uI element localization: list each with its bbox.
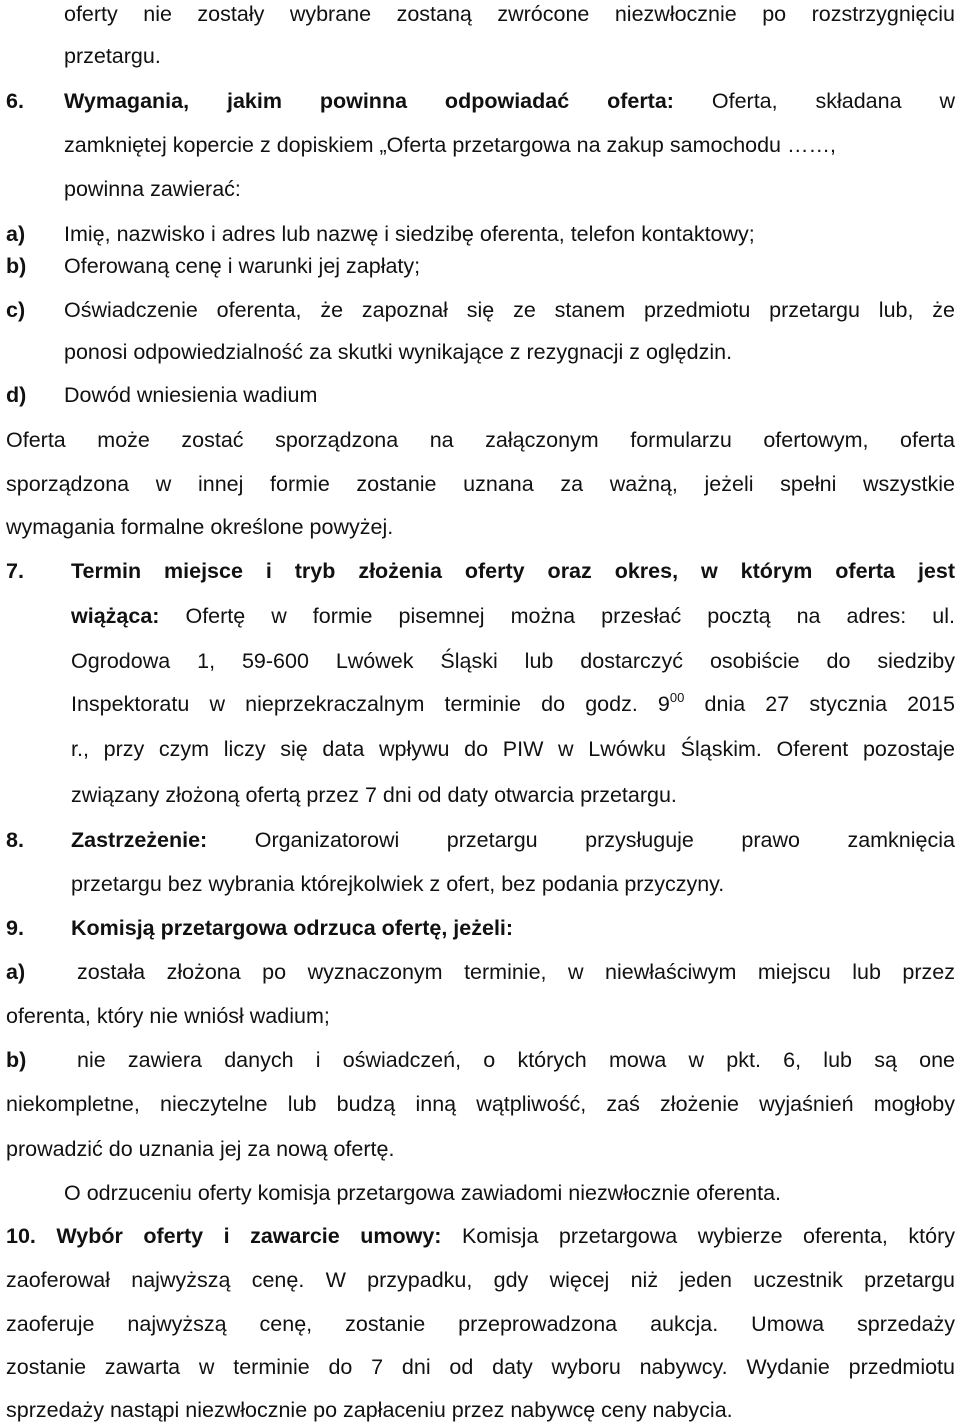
section-7-line-4-a: Inspektoratu w nieprzekraczalnym terminie do godz. 9 — [71, 692, 670, 716]
section-10-line-4: zostanie zawarta w terminie do 7 dni od daty wyboru nabywcy. Wydanie przedmiotu — [6, 1355, 955, 1379]
section-10-line-1-rest: Komisja przetargowa wybierze oferenta, który — [461, 1224, 955, 1248]
section-8-number: 8. — [6, 828, 24, 852]
section-10-line-1 — [6, 1222, 955, 1250]
section-9-note: O odrzuceniu oferty komisja przetargowa zawiadomi niezwłocznie oferenta. — [64, 1181, 782, 1205]
section-7-line-4-sup: 00 — [669, 690, 685, 705]
section-6-item-c-line-1: Oświadczenie oferenta, że zapoznał się ze stanem przedmiotu przetargu lub, że — [64, 298, 955, 322]
section-6-line-1-rest: Oferta, składana w — [711, 89, 955, 113]
section-10-heading: Wybór oferty i zawarcie umowy: — [56, 1224, 442, 1248]
section-10-line-5: sprzedaży nastąpi niezwłocznie po zapłaceniu przez nabywcę ceny nabycia. — [6, 1398, 733, 1422]
section-6-line-1 — [64, 87, 955, 115]
section-9-number: 9. — [6, 916, 24, 940]
section-10-line-3: zaoferuje najwyższą cenę, zostanie przeprowadzona aukcja. Umowa sprzedaży — [6, 1312, 955, 1336]
section-6-para-line-2: sporządzona w innej formie zostanie uznana za ważną, jeżeli spełni wszystkie — [6, 472, 955, 496]
section-6-item-a-label: a) — [6, 222, 26, 246]
section-9-item-a-line-2: oferenta, który nie wniósł wadium; — [6, 1004, 330, 1028]
section-6-item-a-text: Imię, nazwisko i adres lub nazwę i siedzibę oferenta, telefon kontaktowy; — [64, 222, 755, 246]
section-6-item-c-label: c) — [6, 298, 26, 322]
section-7-line-2-rest: Ofertę w formie pisemnej można przesłać pocztą na adres: ul. — [185, 604, 955, 628]
section-6-para-line-3: wymagania formalne określone powyżej. — [6, 515, 394, 539]
section-6-item-d-text: Dowód wniesienia wadium — [64, 383, 318, 407]
section-6-para-line-1: Oferta może zostać sporządzona na załączonym formularzu ofertowym, oferta — [6, 428, 955, 452]
section-10-line-2: zaoferował najwyższą cenę. W przypadku, gdy więcej niż jeden uczestnik przetargu — [6, 1268, 955, 1292]
section-8-line-1-rest: Organizatorowi przetargu przysługuje prawo zamknięcia — [254, 828, 955, 852]
section-7-number: 7. — [6, 559, 24, 583]
section-7-heading-line-2: wiążąca: — [71, 604, 160, 628]
section-7-line-4-b: dnia 27 stycznia 2015 — [684, 692, 955, 716]
section-6-item-b-text: Oferowaną cenę i warunki jej zapłaty; — [64, 254, 421, 278]
section-6-item-d-label: d) — [6, 383, 27, 407]
intro-line-2: przetargu. — [64, 44, 161, 68]
section-7-line-3: Ogrodowa 1, 59-600 Lwówek Śląski lub dostarczyć osobiście do siedziby — [71, 649, 955, 673]
section-6-item-b-label: b) — [6, 254, 27, 278]
section-9-heading: Komisją przetargowa odrzuca ofertę, jeżeli: — [71, 916, 514, 940]
section-7-heading-line-1: Termin miejsce i tryb złożenia oferty oraz okres, w którym oferta jest — [71, 559, 955, 583]
section-6-heading: Wymagania, jakim powinna odpowiadać oferta: — [64, 89, 674, 113]
section-9-item-b-line-1: nie zawiera danych i oświadczeń, o których mowa w pkt. 6, lub są one — [77, 1048, 955, 1072]
intro-line-1: oferty nie zostały wybrane zostaną zwrócone niezwłocznie po rozstrzygnięciu — [64, 2, 955, 26]
section-10-number: 10. — [6, 1224, 36, 1248]
section-6-line-3: powinna zawierać: — [64, 177, 241, 201]
section-6-line-2: zamkniętej kopercie z dopiskiem „Oferta przetargowa na zakup samochodu ……, — [64, 133, 836, 157]
section-8-line-1 — [71, 826, 955, 854]
section-9-item-a-label: a) — [6, 960, 26, 984]
section-6-number: 6. — [6, 89, 24, 113]
section-6-item-c-line-2: ponosi odpowiedzialność za skutki wynikające z rezygnacji z oględzin. — [64, 340, 733, 364]
section-8-line-2: przetargu bez wybrania którejkolwiek z ofert, bez podania przyczyny. — [71, 872, 725, 896]
section-7-line-4 — [71, 690, 955, 718]
section-9-item-b-line-2: niekompletne, nieczytelne lub budzą inną wątpliwość, zaś złożenie wyjaśnień mogłoby — [6, 1092, 955, 1116]
section-9-item-a-line-1: została złożona po wyznaczonym terminie, w niewłaściwym miejscu lub przez — [77, 960, 955, 984]
section-8-heading: Zastrzeżenie: — [71, 828, 208, 852]
section-7-line-6: związany złożoną ofertą przez 7 dni od daty otwarcia przetargu. — [71, 783, 677, 807]
section-9-item-b-label: b) — [6, 1048, 27, 1072]
section-7-line-2 — [71, 602, 955, 630]
section-9-item-b-line-3: prowadzić do uznania jej za nową ofertę. — [6, 1137, 395, 1161]
section-7-line-5: r., przy czym liczy się data wpływu do PIW w Lwówku Śląskim. Oferent pozostaje — [71, 737, 955, 761]
